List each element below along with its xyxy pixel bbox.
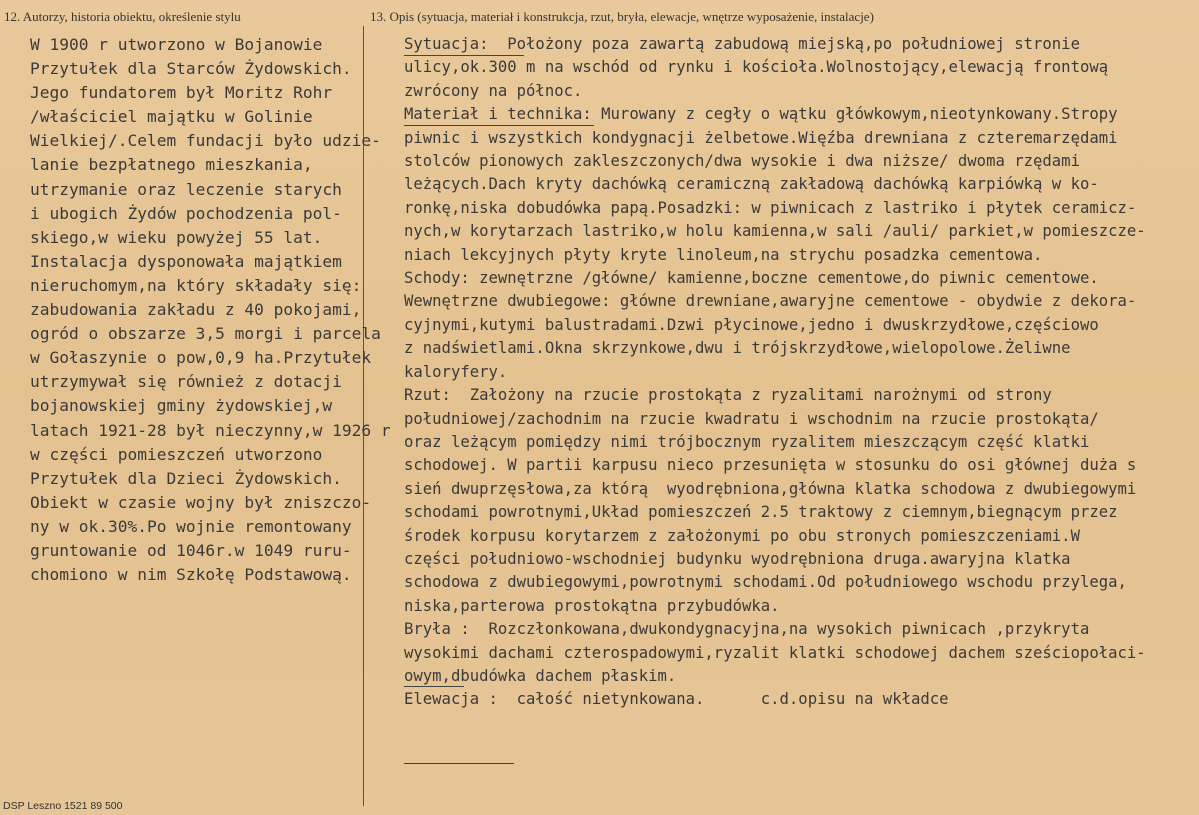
description-line: ronkę,niska dobudówka papą.Posadzki: w piwnicach z lastriko i płytek ceramicz- — [404, 198, 1137, 217]
description-line: stolców pionowych zakleszczonych/dwa wysokie i dwa niższe/ dwoma rzędami — [404, 152, 1080, 171]
description-line: Sytuacja: Położony poza zawartą zabudową miejską,po południowej stronie — [404, 35, 1080, 53]
history-line: Wielkiej/.Celem fundacji było udzie- — [30, 131, 381, 151]
history-line: w części pomieszczeń utworzono — [30, 444, 323, 464]
description-line: zwrócony na północ. — [404, 81, 583, 100]
history-line: ny w ok.30%.Po wojnie remontowany — [30, 516, 352, 536]
description-text — [404, 33, 1194, 712]
description-line: niach lekcyjnych płyty kryte linoleum,na strychu posadzka cementowa. — [404, 245, 1043, 264]
underline-stroke — [404, 686, 464, 687]
description-line: schodowa z dwubiegowymi,powrotnymi schodami.Od południowego wschodu przylega, — [404, 573, 1127, 592]
description-line: wysokimi dachami czterospadowymi,ryzalit klatki schodowej dachem sześciopołaci- — [404, 643, 1146, 662]
history-line: skiego,w wieku powyżej 55 lat. — [30, 227, 323, 247]
description-line: oraz leżącym pomiędzy nimi trójbocznym ryzalitem mieszczącym część klatki — [404, 432, 1090, 451]
description-line: z nadświetlami.Okna skrzynkowe,dwu i trójskrzydłowe,wielopolowe.Żeliwne — [404, 339, 1071, 358]
description-line: Materiał i technika: Murowany z cegły o wątku główkowym,nieotynkowany.Stropy — [404, 105, 1118, 124]
description-line: owym,dbudówka dachem płaskim. — [404, 666, 677, 685]
description-line: cyjnymi,kutymi balustradami.Dzwi płycinowe,jedno i dwuskrzydłowe,częściowo — [404, 315, 1099, 334]
description-line: piwnic i wszystkich kondygnacji żelbetowe.Więźba drewniana z czteremarzędami — [404, 128, 1118, 147]
description-line: niska,parterowa prostokątna przybudówka. — [404, 596, 780, 615]
section-12-header: 12. Autorzy, historia obiektu, określenie stylu — [4, 9, 241, 24]
history-line: utrzymywał się również z dotacji — [30, 372, 342, 392]
description-line: Elewacja : całość nietynkowana. c.d.opisu na wkładce — [404, 690, 949, 709]
history-line: /właściciel majątku w Golinie — [30, 107, 313, 127]
history-line: Obiekt w czasie wojny był zniszczo- — [30, 492, 372, 512]
description-line: leżących.Dach kryty dachówką ceramiczną zakładową dachówką karpiówką w ko- — [404, 175, 1099, 194]
description-line: sień dwuprzęsłowa,za którą wyodrębniona,główna klatka schodowa z dwubiegowymi — [404, 479, 1137, 498]
description-line: kaloryfery. — [404, 362, 508, 381]
description-line: Schody: zewnętrzne /główne/ kamienne,boczne cementowe,do piwnic cementowe. — [404, 269, 1099, 288]
history-line: i ubogich Żydów pochodzenia pol- — [30, 203, 342, 223]
history-line: Przytułek dla Starców Żydowskich. — [30, 59, 352, 79]
history-line: utrzymanie oraz leczenie starych — [30, 179, 342, 199]
description-line: Rzut: Założony na rzucie prostokąta z ryzalitami narożnymi od strony — [404, 386, 1052, 405]
history-line: gruntowanie od 1046r.w 1049 ruru- — [30, 540, 352, 560]
description-line: środek korpusu korytarzem z założonymi po obu stronych pomieszczeniami.W — [404, 526, 1080, 545]
description-line: schodami powrotnymi,Układ pomieszczeń 2.5 traktowy z ciemnym,biegnącym przez — [404, 503, 1118, 522]
history-line: ogród o obszarze 3,5 morgi i parcela — [30, 324, 381, 344]
history-line: w Gołaszynie o pow,0,9 ha.Przytułek — [30, 348, 372, 368]
history-line: Przytułek dla Dzieci Żydowskich. — [30, 468, 342, 488]
description-line: południowej/zachodnim na rzucie kwadratu i wschodnim na rzucie prostokąta/ — [404, 409, 1099, 428]
underline-stroke — [404, 125, 594, 126]
history-line: Jego fundatorem był Moritz Rohr — [30, 83, 333, 103]
history-line: bojanowskiej gminy żydowskiej,w — [30, 396, 333, 416]
description-line: ulicy,ok.300 m na wschód od rynku i kościoła.Wolnostojący,elewacją frontową — [404, 58, 1109, 77]
description-line: schodowej. W partii karpusu nieco przesunięta w stosunku do osi głównej duża s — [404, 456, 1137, 475]
description-line: części południowo-wschodniej budynku wyodrębniona druga.awaryjna klatka — [404, 549, 1071, 568]
history-line: latach 1921-28 był nieczynny,w 1926 r — [30, 420, 391, 440]
description-line: Bryła : Rozczłonkowana,dwukondygnacyjna,na wysokich piwnicach ,przykryta — [404, 620, 1090, 639]
description-line: Wewnętrzne dwubiegowe: główne drewniane,awaryjne cementowe - obydwie z dekora- — [404, 292, 1137, 311]
history-line: zabudowania zakładu z 40 pokojami, — [30, 300, 362, 320]
section-13-header: 13. Opis (sytuacja, materiał i konstrukcja, rzut, bryła, elewacje, wnętrze wyposażenie, instalacje) — [370, 9, 874, 24]
underline-stroke — [404, 763, 514, 764]
history-text — [30, 33, 391, 587]
history-line: lanie bezpłatnego mieszkania, — [30, 155, 313, 175]
history-line: nieruchomym,na który składały się: — [30, 275, 362, 295]
underline-stroke — [404, 55, 524, 56]
history-line: chomiono w nim Szkołę Podstawową. — [30, 565, 352, 585]
description-line: nych,w korytarzach lastriko,w holu kamienna,w sali /auli/ parkiet,w pomieszcze- — [404, 222, 1146, 241]
history-line: Instalacja dysponowała majątkiem — [30, 251, 342, 271]
history-line: W 1900 r utworzono w Bojanowie — [30, 35, 323, 54]
form-footer: DSP Leszno 1521 89 500 — [3, 800, 123, 812]
